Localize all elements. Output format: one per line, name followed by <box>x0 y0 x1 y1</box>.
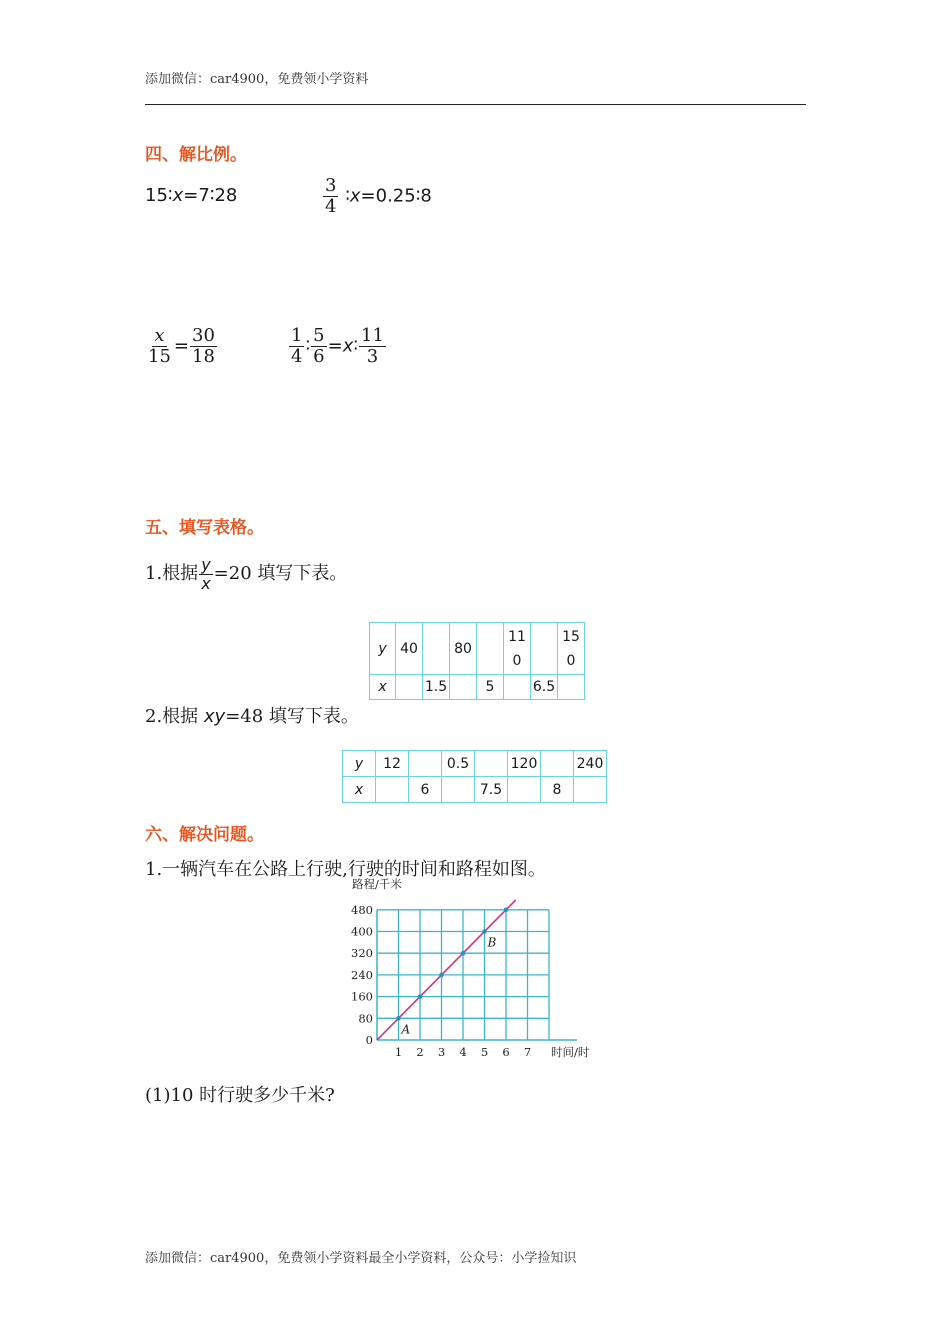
eq1-left: 15∶ <box>145 185 173 206</box>
eq4-f3d: 3 <box>366 345 379 367</box>
x-tick-label: 6 <box>502 1045 510 1059</box>
eq3-num2: 30 <box>192 325 215 346</box>
eq3-equals: = <box>173 335 189 357</box>
x-tick-label: 5 <box>480 1045 489 1059</box>
eq4-f1d: 4 <box>291 345 303 367</box>
table-cell: 5 <box>477 675 504 700</box>
table-cell: x <box>370 675 396 700</box>
q2-var: xy <box>203 706 226 727</box>
eq2-num: 3 <box>325 175 337 196</box>
data-point <box>504 908 509 913</box>
equation-4 <box>288 326 387 367</box>
table-2-row-y <box>343 751 607 777</box>
question-2 <box>145 702 359 728</box>
equation-2 <box>322 176 432 217</box>
table-cell: 6 <box>409 777 442 803</box>
table-cell[interactable] <box>531 623 558 675</box>
chart-series <box>377 900 516 1040</box>
header-text: 添加微信：car4900，免费领小学资料 <box>145 72 369 87</box>
header-rule <box>145 104 806 105</box>
eq1-var: x <box>172 185 184 206</box>
section-six-title: 六、解决问题。 <box>145 825 264 845</box>
y-axis-title: 路程/千米 <box>352 877 402 891</box>
chart-labels <box>351 877 590 1059</box>
eq3-den2: 18 <box>192 345 215 367</box>
y-tick-label: 160 <box>351 989 373 1004</box>
y-tick-label: 320 <box>351 946 373 961</box>
table-cell: x <box>343 777 376 803</box>
eq1-right: =7∶28 <box>183 185 238 206</box>
y-tick-label: 400 <box>351 924 373 939</box>
data-point <box>482 929 487 934</box>
eq4-f2n: 5 <box>313 325 325 346</box>
table-cell[interactable] <box>450 675 477 700</box>
eq4-f2d: 6 <box>313 345 325 367</box>
question-1 <box>145 556 347 592</box>
table-cell: 6.5 <box>531 675 558 700</box>
x-tick-label: 3 <box>437 1045 446 1059</box>
q2-suffix: =48 填写下表。 <box>225 706 359 727</box>
point-label-a: A <box>401 1022 411 1037</box>
table-2-row-x <box>343 777 607 803</box>
section-five-title: 五、填写表格。 <box>145 518 264 538</box>
sub-question-1-text: (1)10 时行驶多少千米? <box>145 1085 335 1106</box>
eq4-equals: = <box>327 335 343 357</box>
table-cell[interactable] <box>475 751 508 777</box>
data-point <box>439 973 444 978</box>
table-cell: 1.5 <box>423 675 450 700</box>
chart-grid <box>377 910 549 1040</box>
point-label-b: B <box>487 935 497 950</box>
section-four-title: 四、解比例。 <box>145 145 247 165</box>
data-point <box>418 994 423 999</box>
equation-1 <box>145 185 237 206</box>
table-1-row-x <box>370 675 585 700</box>
eq2-right: =0.25∶8 <box>360 185 432 207</box>
eq2-fraction <box>323 176 338 217</box>
eq4-fraction-2 <box>311 326 326 367</box>
x-tick-label: 2 <box>416 1045 424 1059</box>
table-1 <box>369 622 585 700</box>
table-cell[interactable] <box>442 777 475 803</box>
eq2-den: 4 <box>325 195 337 217</box>
y-tick-label: 80 <box>358 1011 373 1026</box>
equation-3 <box>145 326 218 367</box>
table-cell[interactable] <box>477 623 504 675</box>
table-cell[interactable] <box>574 777 607 803</box>
q1-den: x <box>201 573 211 593</box>
eq2-var: x <box>349 185 361 207</box>
q1-suffix: =20 填写下表。 <box>213 563 348 585</box>
x-tick-label: 4 <box>459 1045 467 1059</box>
eq3-fraction-right <box>190 326 217 367</box>
eq4-f3n: 11 <box>361 325 384 346</box>
table-cell: y <box>343 751 376 777</box>
table-cell[interactable] <box>396 675 423 700</box>
eq3-num: x <box>154 325 165 346</box>
x-axis-title: 时间/时 <box>551 1045 590 1059</box>
q1-prefix: 1.根据 <box>145 563 199 585</box>
footer-text: 添加微信：car4900，免费领小学资料最全小学资料，公众号：小学捡知识 <box>145 1251 577 1266</box>
eq3-fraction-left <box>146 326 173 367</box>
eq4-sep: ∶ <box>305 335 311 357</box>
table-cell[interactable] <box>541 751 574 777</box>
table-cell[interactable] <box>558 675 585 700</box>
table-cell: 12 <box>376 751 409 777</box>
q1-fraction <box>199 556 212 592</box>
distance-time-chart <box>340 873 605 1063</box>
y-tick-label: 480 <box>351 902 373 917</box>
sub-question-1 <box>145 1081 335 1107</box>
table-cell: 0.5 <box>442 751 475 777</box>
x-tick-label: 1 <box>394 1045 403 1059</box>
y-tick-label: 0 <box>365 1033 373 1047</box>
table-2 <box>342 750 607 803</box>
data-point <box>396 1016 401 1021</box>
table-cell: 7.5 <box>475 777 508 803</box>
data-point <box>461 951 466 956</box>
q2-prefix: 2.根据 <box>145 706 204 727</box>
table-cell[interactable] <box>376 777 409 803</box>
eq4-fraction-3 <box>359 326 386 367</box>
eq4-f1n: 1 <box>291 325 303 346</box>
eq4-fraction-1 <box>289 326 304 367</box>
x-tick-label: 7 <box>523 1045 532 1059</box>
table-cell: 8 <box>541 777 574 803</box>
eq4-sep2: ∶ <box>353 335 359 357</box>
q1-num: y <box>201 555 211 574</box>
table-cell: 40 <box>396 623 423 675</box>
table-cell: 240 <box>574 751 607 777</box>
table-cell[interactable] <box>508 777 541 803</box>
problem-1-text: 1.一辆汽车在公路上行驶,行驶的时间和路程如图。 <box>145 859 546 880</box>
y-tick-label: 240 <box>351 967 373 982</box>
table-1-row-y <box>370 623 585 675</box>
table-cell[interactable] <box>423 623 450 675</box>
eq3-den: 15 <box>148 345 171 367</box>
table-cell: 120 <box>508 751 541 777</box>
table-cell: 80 <box>450 623 477 675</box>
eq4-var: x <box>342 335 354 357</box>
eq2-sep: ∶ <box>345 185 350 207</box>
table-cell: 11 0 <box>504 623 531 675</box>
table-cell: y <box>370 623 396 675</box>
table-cell[interactable] <box>504 675 531 700</box>
table-cell: 15 0 <box>558 623 585 675</box>
table-cell[interactable] <box>409 751 442 777</box>
